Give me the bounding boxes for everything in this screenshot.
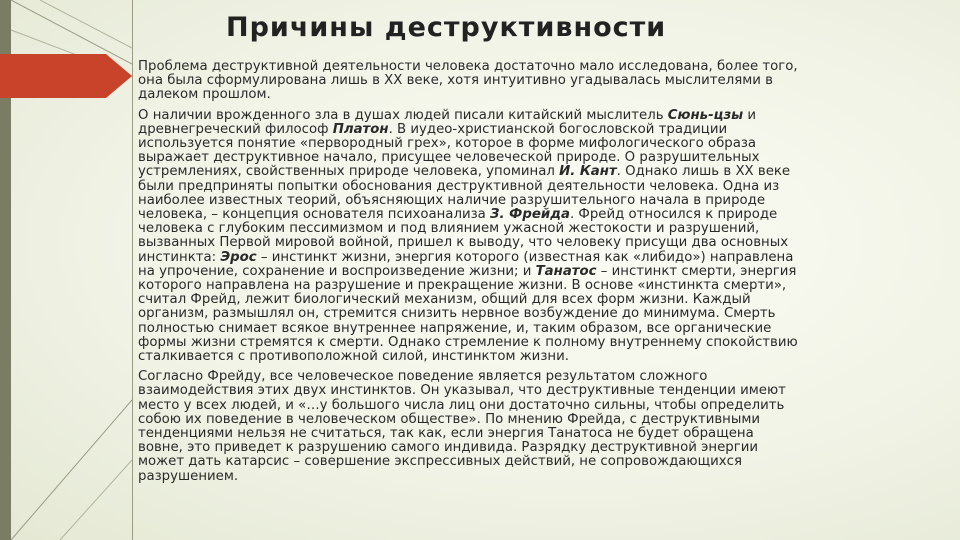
emphasized-name: Сюнь-цзы <box>667 107 744 123</box>
emphasized-name: З. Фрейда <box>490 207 570 223</box>
emphasized-name: И. Кант <box>559 164 617 180</box>
vertical-divider-line <box>132 0 133 540</box>
text-run: . В иудео-христианской богословской традиции используется понятие «первородный грех», которое в форме мифологического образа выражает деструктивное начало, присущее человеческой природе. О разрушительных устремлениях, свойственных природе человека, упоминал <box>138 121 760 180</box>
text-run: и древнегреческий философ <box>138 107 757 137</box>
paragraph-freud-theory <box>138 109 798 365</box>
text-run: Проблема деструктивной деятельности человека достаточно мало исследована, более того, она была сформулирована лишь в XX веке, хотя интуитивно угадывалась мыслителями в далеком прошлом. <box>138 59 798 103</box>
paragraph-intro <box>138 60 798 103</box>
emphasized-name: Эрос <box>220 249 257 265</box>
text-run: Согласно Фрейду, все человеческое поведение является результатом сложного взаимодействия этих двух инстинктов. Он указывал, что деструктивные тенденции имеют место у всех людей, и «…у большого числа лиц они достаточно сильны, чтобы определить собою их поведение в человеческом обществе». По мнению Фрейда, с деструктивными тенденциями нельзя не считаться, так как, если энергия Танатоса не будет обращена вовне, это приведет к разрушению самого индивида. Разрядку деструктивной энергии может дать катарсис – совершение экспрессивных действий, не сопровождающихся разрушением. <box>138 369 786 484</box>
text-run: – инстинкт смерти, энергия которого направлена на разрушение и прекращение жизни. В основе «инстинкта смерти», считал Фрейд, лежит биологический механизм, общий для всех форм жизни. Каждый организм, размышлял он, стремится снизить нервное возбуждение до минимума. Смерть полностью снимает всякое внутреннее напряжение, и, таким образом, все органические формы жизни стремятся к смерти. Однако стремление к полному внутреннему спокойствию сталкивается с противоположной силой, инстинктом жизни. <box>138 263 798 365</box>
text-run: . Однако лишь в XX веке были предприняты попытки обоснования деструктивной деятельности человека. Одна из наиболее известных теорий, объясняющих наличие разрушительного начала в природе человека, – концепция основателя психоанализа <box>138 164 791 223</box>
slide-title: Причины деструктивности <box>226 12 667 43</box>
text-run: О наличии врожденного зла в душах людей писали китайский мыслитель <box>138 107 668 123</box>
emphasized-name: Платон <box>332 121 389 137</box>
paragraph-freud-conclusion <box>138 370 798 484</box>
slide-body-text <box>138 60 798 490</box>
emphasized-name: Танатос <box>535 263 597 279</box>
text-run: . Фрейд относился к природе человека с глубоким пессимизмом и под влиянием ужасной жестокости и разрушений, вызванных Первой мировой войной, пришел к выводу, что человеку присущи два основных инстинкта: <box>138 207 789 265</box>
text-run: – инстинкт жизни, энергия которого (известная как «либидо») направлена на упрочение, сохранение и воспроизведение жизни; и <box>138 249 794 279</box>
accent-arrow-shape <box>0 54 132 98</box>
